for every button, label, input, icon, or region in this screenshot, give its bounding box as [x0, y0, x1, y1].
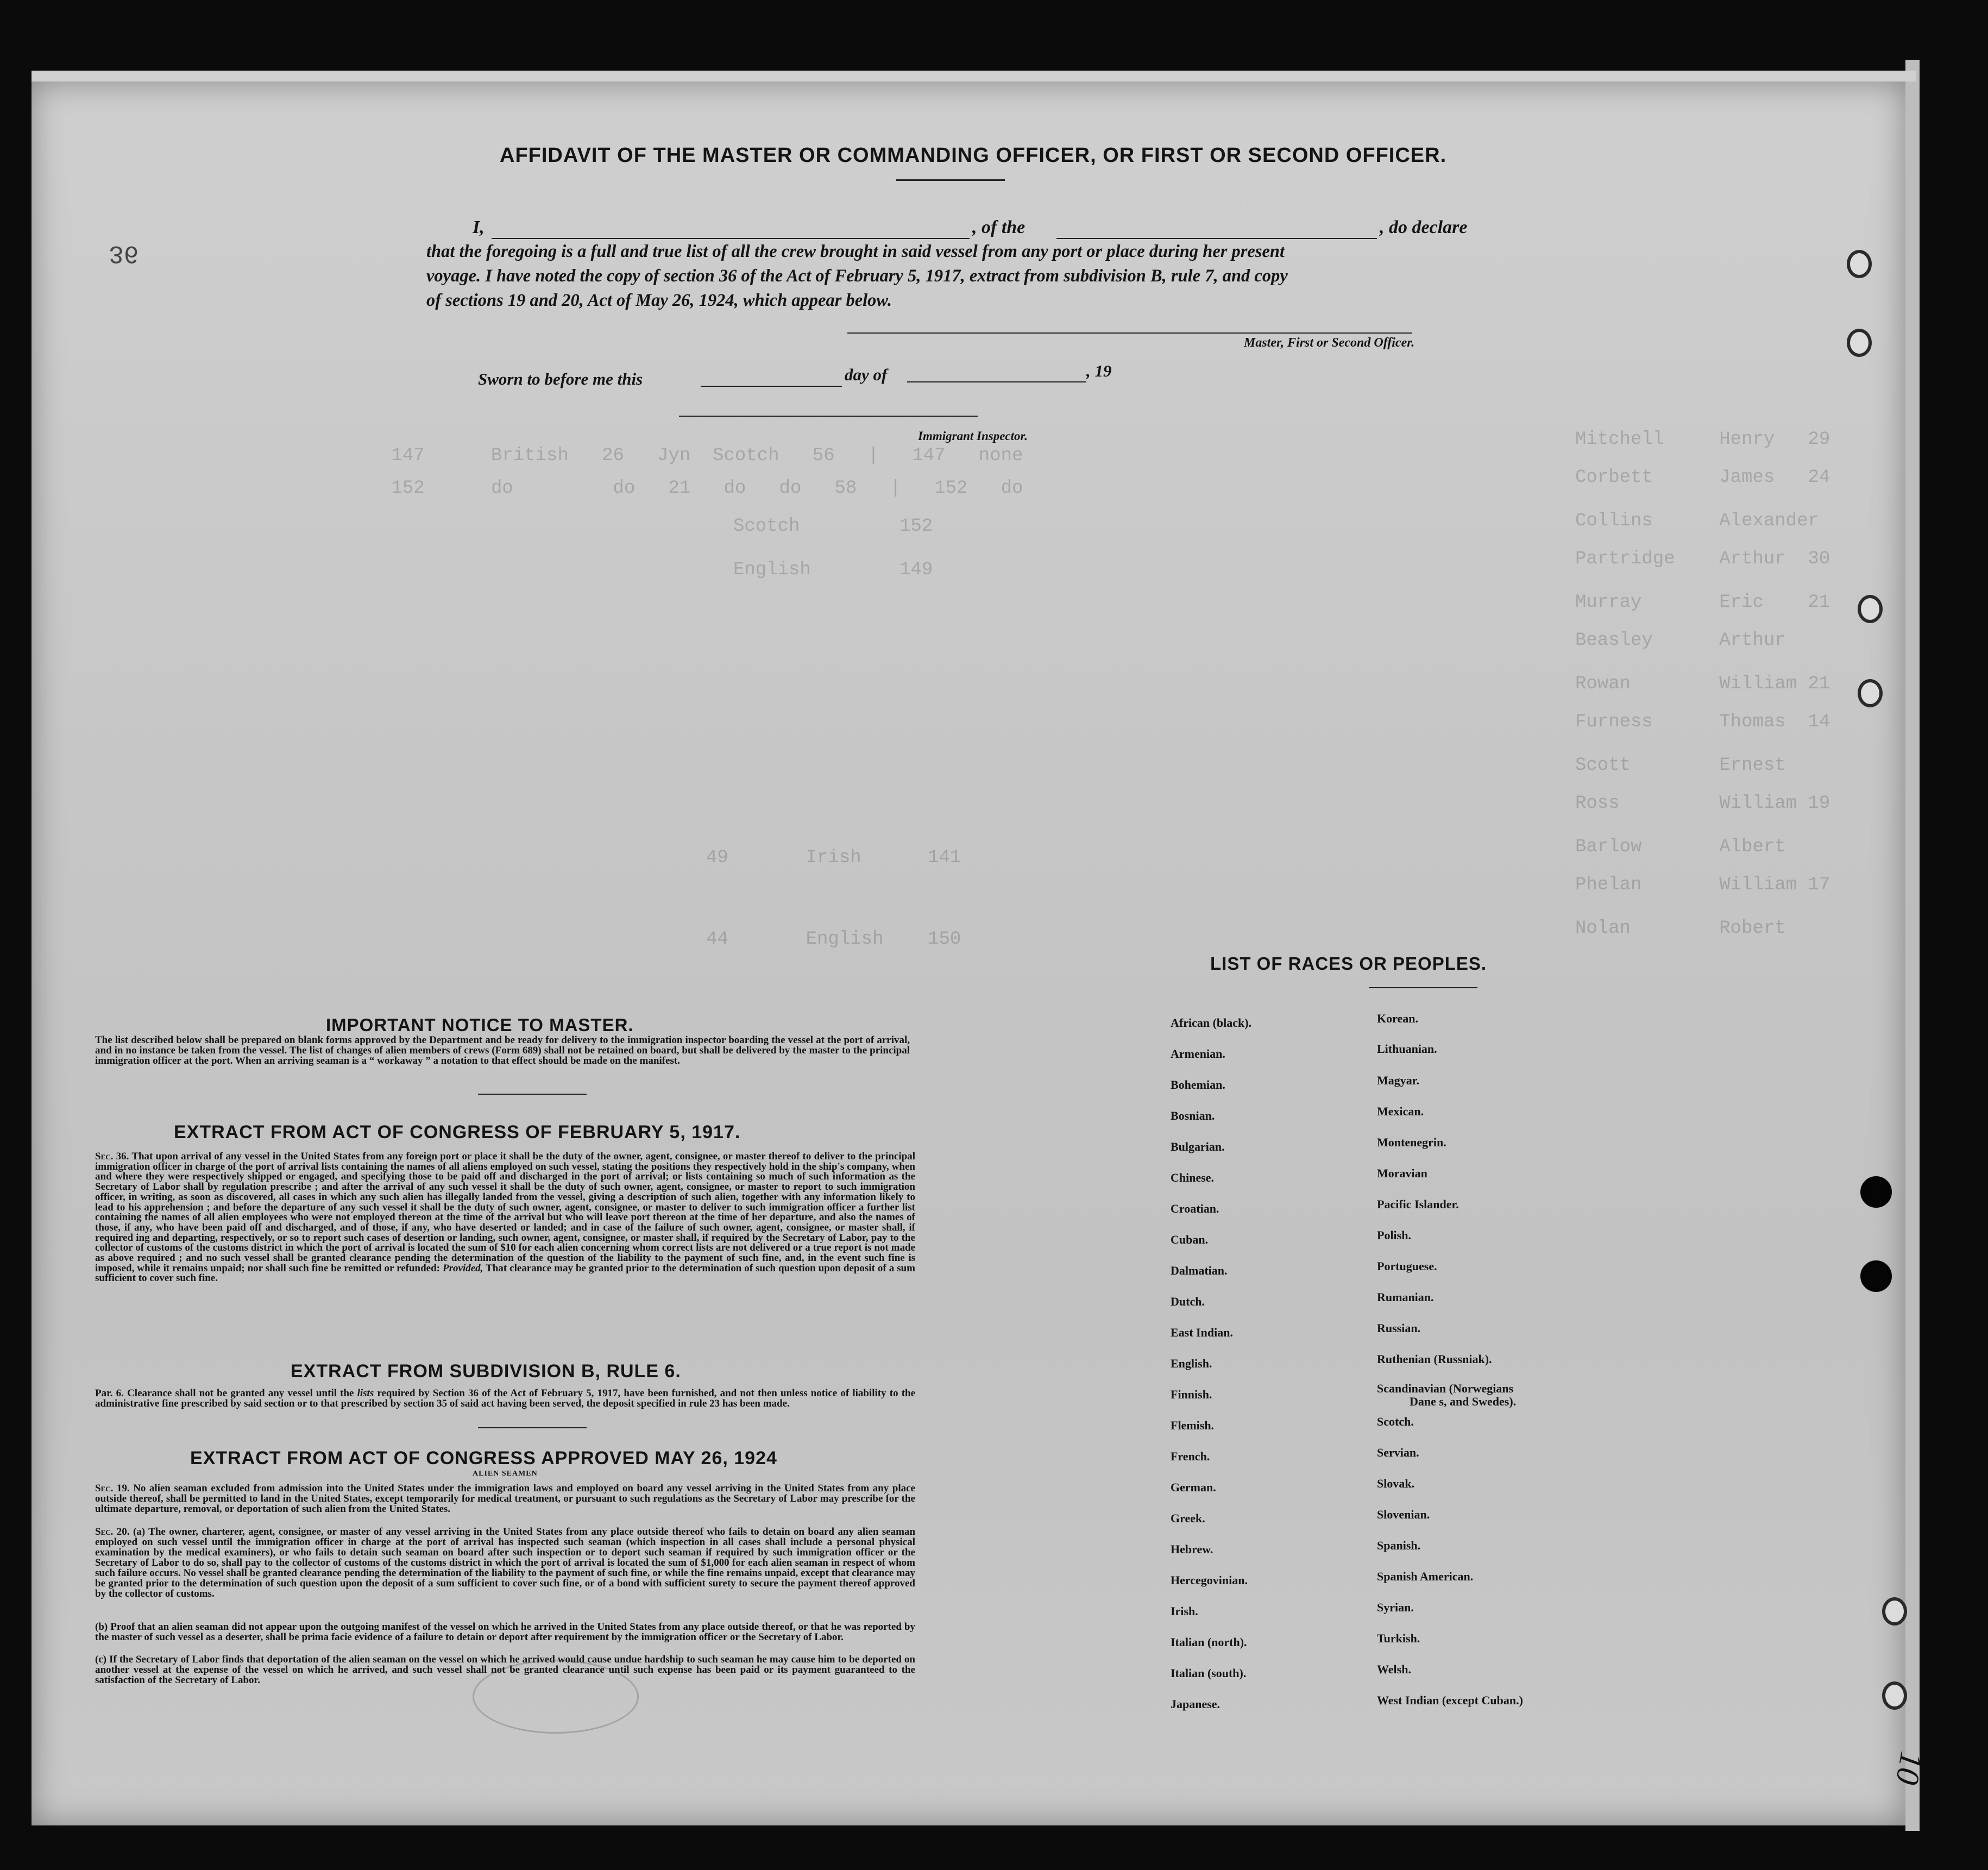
race-item: Pacific Islander. — [1377, 1197, 1459, 1211]
page-edge-top — [32, 71, 1916, 81]
bleedthrough-text: 152 do do 21 do do 58 | 152 do — [380, 478, 1023, 499]
binder-hole — [1858, 679, 1883, 707]
race-item: Chinese. — [1171, 1171, 1215, 1184]
subdivision-title: EXTRACT FROM SUBDIVISION B, RULE 6. — [291, 1361, 681, 1382]
binder-hole — [1860, 1176, 1892, 1208]
bleedthrough-text: 44 English 150 — [706, 929, 961, 950]
race-item: Magyar. — [1377, 1074, 1420, 1087]
handwritten-corner-note: 10 — [1889, 1749, 1930, 1787]
bleedthrough-text: Corbett James 24 — [1575, 467, 1830, 488]
binder-hole — [1847, 250, 1872, 278]
race-item: Russian. — [1377, 1321, 1421, 1335]
extract-1924-title: EXTRACT FROM ACT OF CONGRESS APPROVED MAY 26, 1924 — [190, 1448, 777, 1469]
master-signature-line — [847, 332, 1412, 334]
title-underline — [896, 179, 1005, 181]
race-item: Polish. — [1377, 1228, 1411, 1242]
race-item: German. — [1171, 1480, 1216, 1494]
race-item: Rumanian. — [1377, 1290, 1434, 1304]
extract-1917-title: EXTRACT FROM ACT OF CONGRESS OF FEBRUARY 5, 1917. — [174, 1122, 741, 1143]
race-item: Turkish. — [1377, 1631, 1420, 1645]
bleedthrough-text: Scott Ernest — [1575, 755, 1786, 776]
race-item: Welsh. — [1377, 1662, 1411, 1676]
bleedthrough-text: 147 British 26 Jyn Scotch 56 | 147 none — [380, 445, 1023, 466]
bleedthrough-text: English 149 — [733, 560, 933, 580]
race-item: Hebrew. — [1171, 1542, 1213, 1556]
race-item: Syrian. — [1377, 1601, 1414, 1614]
race-item: Armenian. — [1171, 1047, 1225, 1060]
section-19-label: Sec. 19. — [95, 1483, 130, 1494]
affidavit-line-2: that the foregoing is a full and true list of all the crew brought in said vessel from any port or place during her present — [426, 242, 1285, 261]
race-item: Cuban. — [1171, 1233, 1209, 1246]
race-item: West Indian (except Cuban.) — [1377, 1693, 1523, 1707]
section-20-text — [95, 1527, 915, 1599]
bleedthrough-text: Furness Thomas 14 — [1575, 712, 1830, 732]
name-blank-line — [492, 238, 970, 239]
section-19-text — [95, 1483, 915, 1514]
bleedthrough-text: Beasley Arthur — [1575, 630, 1786, 651]
notice-title: IMPORTANT NOTICE TO MASTER. — [326, 1015, 634, 1035]
par-6-label: Par. 6. — [95, 1388, 124, 1399]
vessel-blank-line — [1056, 238, 1377, 239]
race-item: Montenegrin. — [1377, 1135, 1446, 1149]
affidavit-i-label: I, — [473, 217, 485, 237]
section-20c-text: (c) If the Secretary of Labor finds that deportation of the alien seaman on the vessel on which he arrived would cause undue hardship to such seaman he may cause him to be deported on another vessel at the expense of the vessel on which he arrived, and such vessel shall not be granted clearance until such expense has been paid or its payment guaranteed to the satisfaction of the Secretary of Labor. — [95, 1654, 915, 1686]
section-36-tail: That clearance may be granted prior to the determination of such question upon deposit of a sum sufficient to cover such fine. — [95, 1262, 915, 1284]
bleedthrough-text: Scotch 152 — [733, 516, 933, 537]
sworn-month-blank — [907, 381, 1086, 382]
race-item: Flemish. — [1171, 1419, 1215, 1432]
bleedthrough-text: 49 Irish 141 — [706, 848, 961, 868]
subdivision-text — [95, 1388, 915, 1409]
par-6-body-b: required by Section 36 of the Act of February 5, 1917, have been furnished, and not then unless notice of liability to the administrative fine prescribed by said section or to that prescribed by section 35 of said act having been served, the deposit specified in rule 23 has been made. — [95, 1388, 916, 1409]
race-item: Italian (north). — [1171, 1635, 1247, 1649]
race-item: Greek. — [1171, 1511, 1205, 1525]
day-of-label: day of — [845, 365, 888, 384]
section-19-body: No alien seaman excluded from admission into the United States under the immigration laws and employed on board any vessel arriving in the United States from any place outside thereof, shall be permitted to land in the United States, except temporarily for medical treatment, or pursuant to such regulations as the Secretary of Labor may prescribe for the ultimate departure, removal, or deportation of such alien from the United States. — [95, 1483, 915, 1515]
binder-hole — [1882, 1681, 1907, 1710]
subdivision-divider — [478, 1427, 587, 1428]
race-item: Dutch. — [1171, 1295, 1205, 1308]
provided-word: Provided, — [443, 1262, 483, 1274]
notice-divider — [478, 1094, 587, 1095]
binder-hole — [1858, 595, 1883, 623]
binder-hole — [1847, 329, 1872, 357]
binder-hole — [1860, 1260, 1892, 1292]
race-item: Bohemian. — [1171, 1078, 1225, 1091]
affidavit-declare-label: , do declare — [1380, 217, 1468, 237]
affidavit-line-4: of sections 19 and 20, Act of May 26, 1924, which appear below. — [426, 291, 892, 310]
race-item: African (black). — [1171, 1016, 1252, 1030]
race-item: French. — [1171, 1449, 1210, 1463]
race-item: Bulgarian. — [1171, 1140, 1225, 1153]
sworn-day-blank — [701, 386, 842, 387]
race-item: Ruthenian (Russniak). — [1377, 1352, 1492, 1366]
bleedthrough-text: Rowan William 21 — [1575, 674, 1830, 694]
race-item: Scandinavian (Norwegians — [1377, 1382, 1514, 1395]
race-item: Dane s, and Swedes). — [1410, 1395, 1517, 1408]
race-item: English. — [1171, 1357, 1212, 1370]
inspector-signature-label: Immigrant Inspector. — [918, 429, 1028, 443]
binder-hole — [1882, 1597, 1907, 1626]
affidavit-title: AFFIDAVIT OF THE MASTER OR COMMANDING OFFICER, OR FIRST OR SECOND OFFICER. — [500, 144, 1447, 167]
bleedthrough-text: Phelan William 17 — [1575, 875, 1830, 895]
race-item: Portuguese. — [1377, 1259, 1437, 1273]
race-item: Italian (south). — [1171, 1666, 1247, 1680]
race-item: Slovenian. — [1377, 1508, 1430, 1521]
race-item: Slovak. — [1377, 1477, 1415, 1490]
notice-text: The list described below shall be prepared on blank forms approved by the Department and be ready for delivery to the immigration inspector boarding the vessel at the port of arrival, and in no instance be taken from the vessel. The list of changes of alien members of crews (Form 689) shall not be retained on board, but shall be delivered by the master to the principal immigration officer at the port. When an arriving seaman is a “ workaway ” a notation to that effect should be made on the manifest. — [95, 1034, 910, 1066]
bleedthrough-text: Nolan Robert — [1575, 918, 1786, 939]
race-item: Croatian. — [1171, 1202, 1219, 1215]
bleedthrough-text: Ross William 19 — [1575, 793, 1830, 814]
master-signature-label: Master, First or Second Officer. — [1244, 336, 1415, 350]
race-item: Servian. — [1377, 1446, 1419, 1459]
bleedthrough-text: Mitchell Henry 29 — [1575, 429, 1830, 450]
extract-1917-text — [95, 1152, 915, 1284]
alien-seamen-subtitle: ALIEN SEAMEN — [473, 1470, 538, 1478]
sworn-label: Sworn to before me this — [478, 369, 643, 388]
bleedthrough-text: Murray Eric 21 — [1575, 592, 1830, 613]
section-20b-text: (b) Proof that an alien seaman did not appear upon the outgoing manifest of the vessel on which he arrived in the United States from any place outside thereof, or that he was reported by the master of such vessel as a deserter, shall be prima facie evidence of a failure to detain or deport after requirement by the immigration officer or the Secretary of Labor. — [95, 1621, 915, 1643]
year-label: , 19 — [1086, 361, 1112, 380]
section-36-body: That upon arrival of any vessel in the United States from any foreign port or place it shall be the duty of the owner, agent, consignee, or master thereof to deliver to the principal immigration officer in charge of the port of arrival lists containing the names of all aliens employed on such vessel, stating the positions they respectively hold in the ship's company, when and where they were respectively shipped or engaged, and specifying those to be paid off and discharged in the port of arrival; or lists containing so much of such information as the Secretary of Labor shall by regulation prescribe ; and after the arrival of any such vessel it shall be the duty of such owner, agent, consignee, or master to report to such immigration officer, in writing, as soon as discovered, all cases in which any such alien has illegally landed from the vessel, giving a description of such alien, together with any information likely to lead to his apprehension ; and before the departure of any such vessel it shall be the duty of such owner, agent, consignee, or master to deliver to such immigration officer a further list containing the names of all alien employees who were not employed thereon at the time of the arrival but who will leave port thereon at the time of her departure, and also the names of those, if any, who have been paid off and discharged, and of those, if any, who have deserted or landed; and in case of the failure of such owner, agent, consignee, or master shall, if required ing and departing, respectively, or so to report such cases of desertion or landing, such owner, agent, consignee, or master shall, if required by the Secretary of Labor, pay to the collector of customs of the customs district in which the port of arrival is located the sum of $10 for each alien concerning whom correct lists are not delivered or a true report is not made as above required ; and no such vessel shall be granted clearance pending the determination of the question of the liability to the payment of such fine, and, in the event such fine is imposed, while it remains unpaid; nor shall such fine be remitted or refunded: — [95, 1151, 915, 1274]
section-36-label: Sec. 36. — [95, 1151, 129, 1162]
page-number-mark: 36 — [109, 239, 139, 267]
section-20-body: (a) The owner, charterer, agent, consignee, or master of any vessel arriving in the United States from any place outside thereof who fails to detain on board any alien seaman employed on such vessel until the immigration officer in charge at the port of arrival has inspected such seaman (which inspection in all cases shall include a personal physical examination by the medical examiners), or who fails to detain such seaman on board after such inspection or to deport such seaman if required by such immigration officer or the Secretary of Labor to do so, shall pay to the collector of customs of the customs district in which the port of arrival is located the sum of $1,000 for each alien seaman in respect of whom such failure occurs. No vessel shall be granted clearance pending the determination of the liability to the payment of such fine, or while the fine remains unpaid, except that clearance may be granted prior to the determination of such question upon the deposit of a sum sufficient to cover such fine, or of a bond with sufficient surety to secure the payment thereof approved by the collector of customs. — [95, 1526, 916, 1599]
race-item: Japanese. — [1171, 1697, 1221, 1711]
inspector-signature-line — [679, 416, 978, 417]
bleedthrough-text: Partridge Arthur 30 — [1575, 549, 1830, 569]
race-item: Lithuanian. — [1377, 1042, 1437, 1056]
section-20-label: Sec. 20. — [95, 1526, 130, 1538]
affidavit-of-the-label: , of the — [972, 217, 1026, 237]
race-item: Irish. — [1171, 1604, 1198, 1618]
race-item: Hercegovinian. — [1171, 1573, 1248, 1587]
page-edge-right — [1905, 60, 1920, 1831]
affidavit-line-3: voyage. I have noted the copy of section 36 of the Act of February 5, 1917, extract from subdivision B, rule 7, and copy — [426, 266, 1288, 286]
race-item: East Indian. — [1171, 1326, 1233, 1339]
lists-word: lists — [357, 1388, 374, 1399]
par-6-body-a: Clearance shall not be granted any vessel until the — [127, 1388, 354, 1399]
race-item: Bosnian. — [1171, 1109, 1215, 1122]
race-item: Finnish. — [1171, 1388, 1212, 1401]
race-item: Dalmatian. — [1171, 1264, 1228, 1277]
race-item: Moravian — [1377, 1166, 1427, 1180]
race-item: Korean. — [1377, 1012, 1418, 1025]
bleedthrough-text: Collins Alexander — [1575, 511, 1819, 531]
races-title: LIST OF RACES OR PEOPLES. — [1210, 953, 1487, 974]
races-title-underline — [1369, 987, 1477, 988]
faint-stamp-circle — [473, 1660, 639, 1734]
race-item: Scotch. — [1377, 1415, 1414, 1428]
race-item: Spanish American. — [1377, 1570, 1474, 1583]
race-item: Mexican. — [1377, 1105, 1424, 1118]
race-item: Spanish. — [1377, 1539, 1421, 1552]
bleedthrough-text: Barlow Albert — [1575, 837, 1786, 857]
